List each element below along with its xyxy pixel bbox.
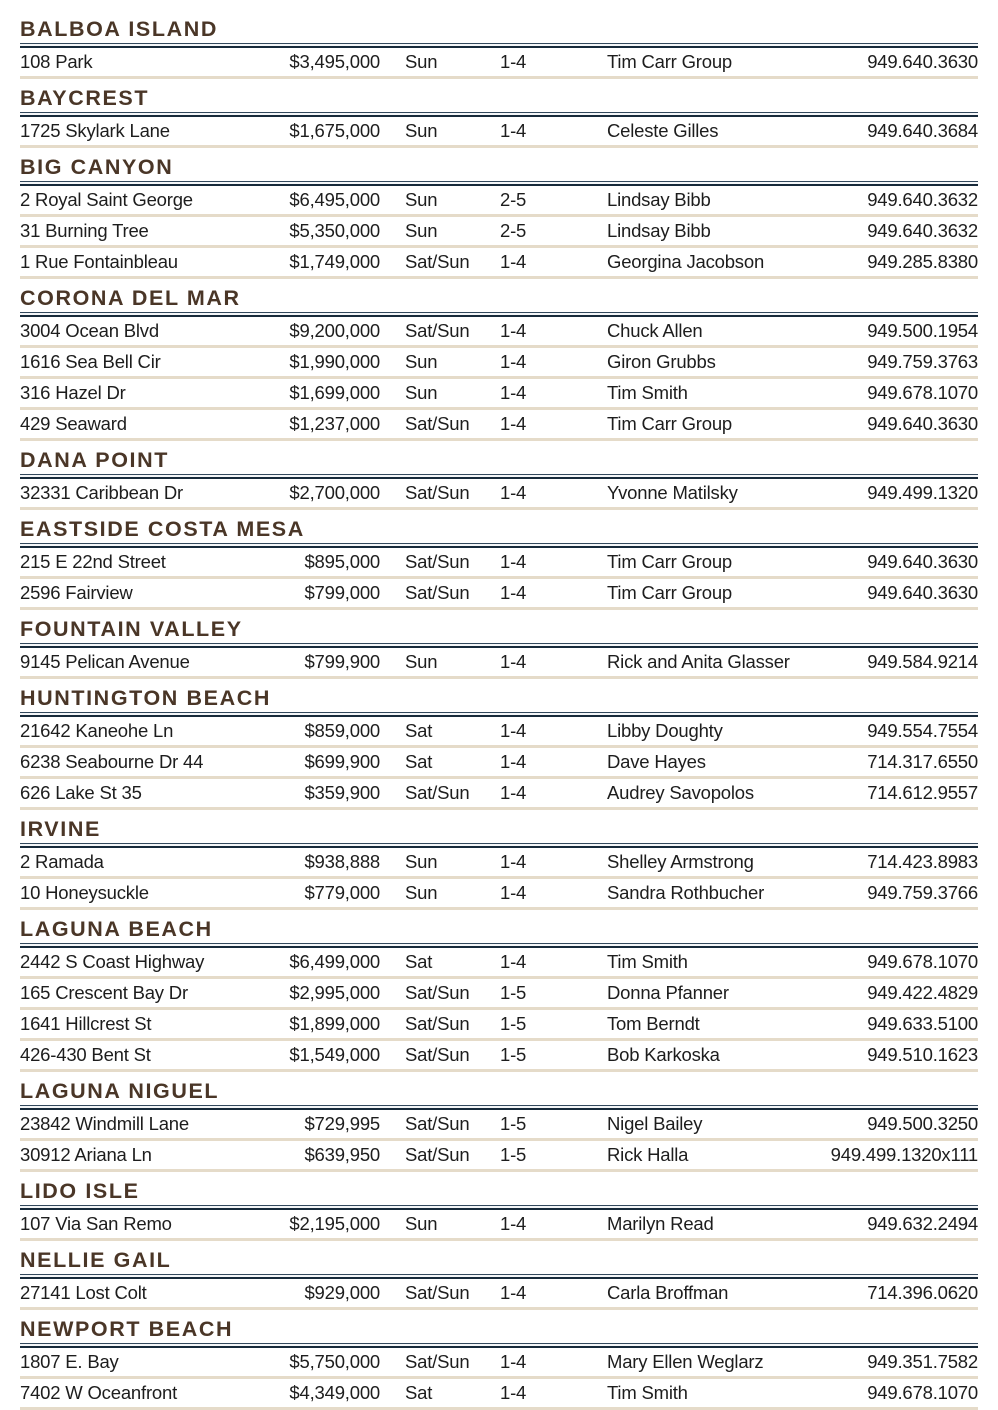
listing-days: Sat	[405, 951, 433, 972]
listing-address: 165 Crescent Bay Dr	[20, 982, 188, 1003]
listing-price: $2,995,000	[289, 982, 380, 1003]
city-section	[20, 1172, 978, 1241]
listing-address: 108 Park	[20, 51, 93, 72]
listing-days: Sat/Sun	[405, 782, 470, 803]
listing-days: Sat/Sun	[405, 1144, 470, 1165]
listing-phone: 949.640.3632	[867, 189, 978, 210]
listing-days: Sat/Sun	[405, 582, 470, 603]
listing-phone: 949.499.1320x111	[830, 1144, 978, 1165]
listing-agent: Tim Carr Group	[607, 51, 733, 72]
city-section	[20, 610, 978, 679]
listing-price: $938,888	[304, 851, 380, 872]
city-name: BALBOA ISLAND	[20, 17, 218, 41]
listing-price: $1,549,000	[289, 1044, 380, 1065]
listing-price: $1,899,000	[289, 1013, 380, 1034]
listing-agent: Rick Halla	[607, 1144, 689, 1165]
city-header	[20, 510, 978, 548]
listing-time: 1-4	[500, 1213, 527, 1234]
city-section	[20, 79, 978, 148]
listing-time: 1-5	[500, 1113, 527, 1134]
listing-price: $859,000	[304, 720, 380, 741]
listing-address: 316 Hazel Dr	[20, 382, 126, 403]
listing-agent: Audrey Savopolos	[607, 782, 754, 803]
listing-address: 23842 Windmill Lane	[20, 1113, 189, 1134]
listing-agent: Tim Carr Group	[607, 582, 733, 603]
listing-price: $359,900	[304, 782, 380, 803]
listing-row	[20, 186, 978, 217]
listing-address: 9145 Pelican Avenue	[20, 651, 190, 672]
listing-agent: Lindsay Bibb	[607, 220, 711, 241]
listing-address: 1725 Skylark Lane	[20, 120, 170, 141]
listing-phone: 714.317.6550	[867, 751, 978, 772]
listing-address: 626 Lake St 35	[20, 782, 142, 803]
city-header	[20, 810, 978, 848]
listing-row	[20, 117, 978, 148]
city-section	[20, 810, 978, 910]
city-section	[20, 1310, 978, 1410]
listing-price: $1,675,000	[289, 120, 380, 141]
listing-time: 2-5	[500, 220, 527, 241]
listing-days: Sat/Sun	[405, 1113, 470, 1134]
listing-row	[20, 1348, 978, 1379]
listing-address: 2442 S Coast Highway	[20, 951, 205, 972]
city-name: HUNTINGTON BEACH	[20, 686, 271, 710]
listing-time: 1-4	[500, 251, 527, 272]
listing-phone: 949.633.5100	[867, 1013, 978, 1034]
listing-address: 429 Seaward	[20, 413, 127, 434]
listing-price: $2,195,000	[289, 1213, 380, 1234]
city-header	[20, 910, 978, 948]
listing-days: Sun	[405, 651, 438, 672]
listing-address: 1616 Sea Bell Cir	[20, 351, 161, 372]
listing-phone: 949.351.7582	[867, 1351, 978, 1372]
listing-days: Sun	[405, 382, 438, 403]
city-name: FOUNTAIN VALLEY	[20, 617, 243, 641]
listing-address: 27141 Lost Colt	[20, 1282, 147, 1303]
listing-phone: 949.554.7554	[867, 720, 978, 741]
listing-agent: Shelley Armstrong	[607, 851, 754, 872]
listing-row	[20, 1210, 978, 1241]
listing-time: 1-4	[500, 851, 527, 872]
listing-address: 21642 Kaneohe Ln	[20, 720, 174, 741]
listing-days: Sat	[405, 720, 433, 741]
city-name: NELLIE GAIL	[20, 1248, 172, 1272]
listing-days: Sun	[405, 882, 438, 903]
listing-row	[20, 979, 978, 1010]
listing-phone: 949.500.3250	[867, 1113, 978, 1134]
listing-phone: 949.678.1070	[867, 951, 978, 972]
city-section	[20, 910, 978, 1072]
listing-row	[20, 317, 978, 348]
city-header	[20, 148, 978, 186]
listing-agent: Nigel Bailey	[607, 1113, 703, 1134]
listing-time: 1-4	[500, 51, 527, 72]
listing-phone: 949.640.3632	[867, 220, 978, 241]
listing-agent: Bob Karkoska	[607, 1044, 720, 1065]
city-header	[20, 10, 978, 48]
listing-price: $2,700,000	[289, 482, 380, 503]
listing-address: 2 Ramada	[20, 851, 104, 872]
listing-address: 1641 Hillcrest St	[20, 1013, 152, 1034]
listing-address: 215 E 22nd Street	[20, 551, 166, 572]
listing-days: Sun	[405, 189, 438, 210]
listing-phone: 949.759.3763	[867, 351, 978, 372]
listing-phone: 949.640.3630	[867, 582, 978, 603]
city-section	[20, 279, 978, 441]
listing-row	[20, 848, 978, 879]
listing-time: 1-5	[500, 982, 527, 1003]
listing-price: $9,200,000	[289, 320, 380, 341]
listing-time: 1-4	[500, 951, 527, 972]
listing-phone: 949.422.4829	[867, 982, 978, 1003]
listing-time: 1-4	[500, 120, 527, 141]
listing-address: 426-430 Bent St	[20, 1044, 151, 1065]
listing-price: $5,350,000	[289, 220, 380, 241]
listing-row	[20, 1010, 978, 1041]
listing-address: 107 Via San Remo	[20, 1213, 172, 1234]
listing-row	[20, 48, 978, 79]
listing-time: 1-4	[500, 582, 527, 603]
listing-price: $729,995	[304, 1113, 380, 1134]
listing-agent: Carla Broffman	[607, 1282, 729, 1303]
listing-row	[20, 379, 978, 410]
listing-time: 1-4	[500, 320, 527, 341]
listing-days: Sat/Sun	[405, 251, 470, 272]
listing-address: 1807 E. Bay	[20, 1351, 119, 1372]
city-header	[20, 441, 978, 479]
listing-price: $1,699,000	[289, 382, 380, 403]
listing-row	[20, 1279, 978, 1310]
city-name: LIDO ISLE	[20, 1179, 140, 1203]
listing-time: 1-4	[500, 551, 527, 572]
listing-time: 1-5	[500, 1013, 527, 1034]
listing-phone: 714.423.8983	[867, 851, 978, 872]
listing-agent: Giron Grubbs	[607, 351, 716, 372]
listing-time: 1-4	[500, 413, 527, 434]
listing-days: Sat/Sun	[405, 1351, 470, 1372]
city-section	[20, 148, 978, 279]
listing-agent: Georgina Jacobson	[607, 251, 765, 272]
listing-time: 1-4	[500, 720, 527, 741]
listing-phone: 949.759.3766	[867, 882, 978, 903]
listing-price: $929,000	[304, 1282, 380, 1303]
city-header	[20, 610, 978, 648]
listing-agent: Celeste Gilles	[607, 120, 719, 141]
city-section	[20, 510, 978, 610]
listing-time: 1-4	[500, 882, 527, 903]
listing-days: Sat/Sun	[405, 551, 470, 572]
listing-address: 1 Rue Fontainbleau	[20, 251, 178, 272]
city-header	[20, 1072, 978, 1110]
city-name: DANA POINT	[20, 448, 169, 472]
listing-phone: 949.584.9214	[867, 651, 978, 672]
listing-row	[20, 717, 978, 748]
listing-address: 3004 Ocean Blvd	[20, 320, 159, 341]
listing-row	[20, 548, 978, 579]
listing-row	[20, 948, 978, 979]
listing-row	[20, 748, 978, 779]
listing-phone: 949.510.1623	[867, 1044, 978, 1065]
listing-days: Sat	[405, 1382, 433, 1403]
listing-time: 1-4	[500, 782, 527, 803]
listing-agent: Marilyn Read	[607, 1213, 714, 1234]
listing-phone: 949.678.1070	[867, 382, 978, 403]
city-section	[20, 679, 978, 810]
listing-price: $1,237,000	[289, 413, 380, 434]
listing-price: $1,749,000	[289, 251, 380, 272]
listing-days: Sun	[405, 120, 438, 141]
listing-address: 6238 Seabourne Dr 44	[20, 751, 204, 772]
listing-row	[20, 479, 978, 510]
city-header	[20, 1172, 978, 1210]
listing-row	[20, 1110, 978, 1141]
listing-phone: 949.500.1954	[867, 320, 978, 341]
listing-days: Sat/Sun	[405, 1282, 470, 1303]
listing-row	[20, 648, 978, 679]
listing-agent: Tim Smith	[607, 951, 688, 972]
listing-agent: Tim Carr Group	[607, 413, 733, 434]
listing-phone: 949.499.1320	[867, 482, 978, 503]
listing-phone: 949.640.3630	[867, 413, 978, 434]
city-name: BIG CANYON	[20, 155, 174, 179]
listing-row	[20, 1379, 978, 1410]
listing-price: $895,000	[304, 551, 380, 572]
listing-phone: 949.632.2494	[867, 1213, 978, 1234]
listing-address: 31 Burning Tree	[20, 220, 149, 241]
listing-row	[20, 779, 978, 810]
city-header	[20, 279, 978, 317]
listing-time: 1-4	[500, 482, 527, 503]
city-header	[20, 1241, 978, 1279]
listing-agent: Tim Smith	[607, 382, 688, 403]
listing-address: 7402 W Oceanfront	[20, 1382, 178, 1403]
listing-agent: Sandra Rothbucher	[607, 882, 765, 903]
city-section	[20, 1241, 978, 1310]
listing-days: Sat/Sun	[405, 1013, 470, 1034]
listing-agent: Dave Hayes	[607, 751, 706, 772]
listing-days: Sun	[405, 51, 438, 72]
listing-row	[20, 579, 978, 610]
listing-agent: Lindsay Bibb	[607, 189, 711, 210]
listing-time: 2-5	[500, 189, 527, 210]
listing-price: $3,495,000	[289, 51, 380, 72]
listing-days: Sat/Sun	[405, 1044, 470, 1065]
listing-agent: Donna Pfanner	[607, 982, 729, 1003]
listing-agent: Tom Berndt	[607, 1013, 700, 1034]
listing-time: 1-4	[500, 382, 527, 403]
city-name: CORONA DEL MAR	[20, 286, 241, 310]
listing-row	[20, 217, 978, 248]
listing-agent: Mary Ellen Weglarz	[607, 1351, 764, 1372]
city-name: BAYCREST	[20, 86, 150, 110]
city-name: NEWPORT BEACH	[20, 1317, 234, 1341]
listing-agent: Libby Doughty	[607, 720, 723, 741]
listing-row	[20, 410, 978, 441]
listing-agent: Rick and Anita Glasser	[607, 651, 790, 672]
listing-time: 1-4	[500, 351, 527, 372]
city-header	[20, 79, 978, 117]
listing-days: Sat	[405, 751, 433, 772]
listing-price: $6,499,000	[289, 951, 380, 972]
listing-time: 1-5	[500, 1144, 527, 1165]
listing-phone: 949.285.8380	[867, 251, 978, 272]
listing-price: $1,990,000	[289, 351, 380, 372]
listing-days: Sun	[405, 1213, 438, 1234]
city-header	[20, 679, 978, 717]
city-section	[20, 10, 978, 79]
listing-time: 1-4	[500, 1282, 527, 1303]
listing-address: 32331 Caribbean Dr	[20, 482, 184, 503]
city-header	[20, 1310, 978, 1348]
listing-time: 1-4	[500, 751, 527, 772]
listing-days: Sat/Sun	[405, 413, 470, 434]
listing-agent: Tim Carr Group	[607, 551, 733, 572]
listing-price: $699,900	[304, 751, 380, 772]
listing-phone: 714.396.0620	[867, 1282, 978, 1303]
listing-days: Sat/Sun	[405, 320, 470, 341]
listing-phone: 949.640.3684	[867, 120, 978, 141]
listing-agent: Chuck Allen	[607, 320, 703, 341]
listing-price: $799,000	[304, 582, 380, 603]
listing-row	[20, 879, 978, 910]
listing-row	[20, 348, 978, 379]
listing-phone: 714.612.9557	[867, 782, 978, 803]
listing-price: $639,950	[304, 1144, 380, 1165]
listing-phone: 949.640.3630	[867, 51, 978, 72]
listing-price: $5,750,000	[289, 1351, 380, 1372]
city-section	[20, 1072, 978, 1172]
listing-time: 1-4	[500, 1382, 527, 1403]
listing-days: Sun	[405, 220, 438, 241]
city-name: LAGUNA BEACH	[20, 917, 213, 941]
listing-time: 1-5	[500, 1044, 527, 1065]
listing-address: 2 Royal Saint George	[20, 189, 193, 210]
listing-row	[20, 1041, 978, 1072]
listing-address: 30912 Ariana Ln	[20, 1144, 152, 1165]
city-section	[20, 441, 978, 510]
listing-row	[20, 248, 978, 279]
listing-days: Sat/Sun	[405, 482, 470, 503]
listing-agent: Tim Smith	[607, 1382, 688, 1403]
listing-address: 10 Honeysuckle	[20, 882, 149, 903]
listing-price: $799,900	[304, 651, 380, 672]
city-name: IRVINE	[20, 817, 101, 841]
listing-address: 2596 Fairview	[20, 582, 133, 603]
listing-days: Sun	[405, 851, 438, 872]
listing-days: Sat/Sun	[405, 982, 470, 1003]
listing-days: Sun	[405, 351, 438, 372]
listing-price: $4,349,000	[289, 1382, 380, 1403]
listing-phone: 949.678.1070	[867, 1382, 978, 1403]
listing-price: $6,495,000	[289, 189, 380, 210]
listing-price: $779,000	[304, 882, 380, 903]
listing-row	[20, 1141, 978, 1172]
listing-phone: 949.640.3630	[867, 551, 978, 572]
city-name: LAGUNA NIGUEL	[20, 1079, 220, 1103]
city-name: EASTSIDE COSTA MESA	[20, 517, 305, 541]
listing-time: 1-4	[500, 1351, 527, 1372]
listing-time: 1-4	[500, 651, 527, 672]
listing-agent: Yvonne Matilsky	[607, 482, 738, 503]
